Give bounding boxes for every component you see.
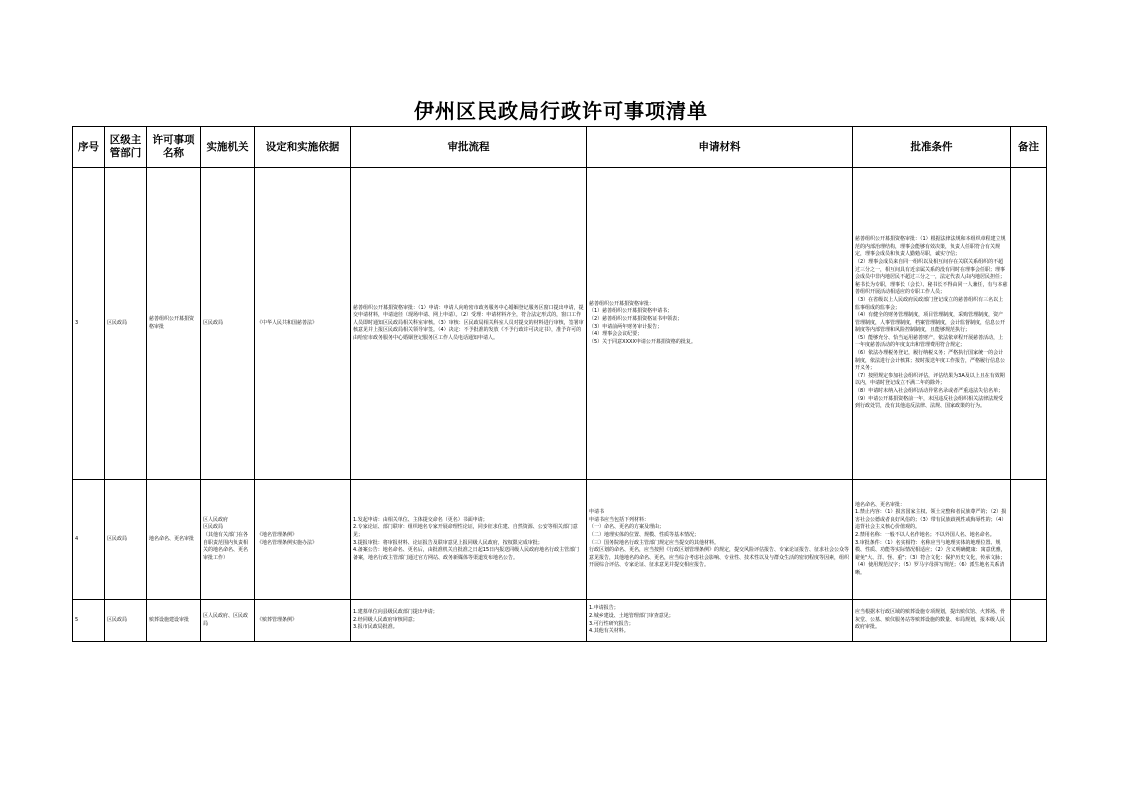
header-row (73, 127, 1047, 168)
materials-text: 1.申请报告； 2.城乡建设、土地管理部门审查意见； 3.可行性研究报告； 4.其他有关材料。 (589, 605, 674, 635)
header-agency: 实施机关 (201, 127, 255, 168)
cell-agency (201, 600, 255, 642)
cell-conditions (853, 600, 1011, 642)
cell-seq: 5 (73, 600, 105, 642)
cell-materials (587, 168, 853, 480)
cell-item: 慈善组织公开募捐资格审批 (147, 168, 201, 480)
cell-agency (201, 168, 255, 480)
basis-text: 《地名管理条例》 《地名管理条例实施办法》 (257, 531, 318, 546)
cell-seq: 4 (73, 480, 105, 600)
conditions-text: 地名命名、更名审批： 1.禁止内容：（1）损害国家主权、领土完整和者民族尊严的；（2）损害社会公德或者良好风俗的；（3）带有民族歧视性或侮辱性的；（4）违背社会主义核心价值观的。 2.禁用名称：一般不以人名作地名；不以外国人名、地名命名。 3.审批条件：（1）名实相符：名称应当与地理实体的地理位置、规模、性质、功能等实际情况相适应；（2）含义明确健康：寓意优雅，避免"大、洋、怪、重"；（3）符合文化：保护历史文化，传承文脉；（4）使用规范汉字；（5）罗马字母拼写规范；（6）派生地名关系清晰。 (855, 501, 1007, 576)
conditions-text: 应当根据本行政区域的殡葬设施专项规划，提出殡仪馆、火葬场、骨灰堂、公墓、殡仪服务站等殡葬设施的数量、布局规划，报本级人民政府审批。 (855, 609, 1006, 631)
table-row (73, 600, 1047, 642)
agency-text: 区人民政府、区民政局 (203, 612, 249, 627)
materials-text: 慈善组织公开募捐资格审批： （1）慈善组织公开募捐资格申请书； （2）慈善组织公开募捐资格证书申领表； （3）申请前两年财务审计报告； （4）理事会会议纪要； （5）关于同意XXXX申请公开募捐资格的批复。 (589, 300, 696, 345)
basis-text: 《殡葬管理条例》 (257, 616, 298, 623)
cell-dept: 区民政局 (105, 480, 147, 600)
header-remark: 备注 (1011, 127, 1047, 168)
table-row (73, 480, 1047, 600)
process-text: 1.建墓单位向县级民政部门提出申请； 2.经同级人民政府审核同意； 3.报市民政局批准。 (353, 609, 438, 631)
cell-basis (255, 600, 351, 642)
header-conditions: 批准条件 (853, 127, 1011, 168)
cell-item: 地名命名、更名审批 (147, 480, 201, 600)
cell-remark (1011, 480, 1047, 600)
cell-conditions (853, 168, 1011, 480)
process-text: 1.发起申请：由相关单位、主体提交命名（更名）书面申请； 2.专家论证、部门联审：组织地名专家开展命理性论证，同步征求住建、自然资源、公安等相关部门意见； 3.提报审批：将审报材料、论证报告及联审意见上报同级人民政府，按权限完成审批； 4.备案公告：地名命名、更名后，由批准机关自批准之日起15日内报送同级人民政府地名行政主管部门备案，地名行政主管部门通过官方网站、政务新媒体等渠道发布地名公告。 (353, 516, 580, 561)
cell-seq: 3 (73, 168, 105, 480)
cell-materials (587, 480, 853, 600)
cell-dept: 区民政局 (105, 600, 147, 642)
header-process: 审批流程 (351, 127, 587, 168)
basis-text: 《中华人民共和国慈善法》 (257, 319, 318, 326)
cell-basis (255, 480, 351, 600)
cell-process (351, 600, 587, 642)
materials-text: 申请书 申请书应当包括下列材料： （一）命名、更名的方案及理由； （二）地理实体的位置、规模、性质等基本情况； （三）国务院地名行政主管部门规定应当提交的其他材料。 行政区划的命名、更名，应当按照《行政区划管理条例》的规定，提交风险评估报告、专家论证报告、征求社会公众等意见报告，其他地名的命名、更名，应当综合考虑社会影响、专业性、技术性以及与群众生活的密切程度等因素，组织开展综合评估、专家论证、征求意见并提交相应报告。 (589, 509, 850, 569)
table-row (73, 168, 1047, 480)
cell-remark (1011, 168, 1047, 480)
cell-item: 殡葬设施建设审批 (147, 600, 201, 642)
cell-materials (587, 600, 853, 642)
cell-basis (255, 168, 351, 480)
header-item: 许可事项名称 (147, 127, 201, 168)
cell-agency (201, 480, 255, 600)
page-title: 伊州区民政局行政许可事项清单 (414, 99, 708, 123)
cell-process (351, 168, 587, 480)
agency-text: 区民政局 (203, 319, 224, 326)
header-materials: 申请材料 (587, 127, 853, 168)
agency-text: 区人民政府 区民政局 （其他有关部门在各自职责范围内负责相关的地名命名、更名审批工作） (203, 516, 249, 561)
cell-dept: 区民政局 (105, 168, 147, 480)
header-dept: 区级主管部门 (105, 127, 147, 168)
header-seq: 序号 (73, 127, 105, 168)
conditions-text: 慈善组织公开募捐资格审批：（1）根据法律法规和本组织章程建立规范的内部治理结构，理事会能够有效决策，负责人任职符合有关规定，理事会成员和负责人勤勉尽职，诚实守信； （2）理事会成员来自同一组织以及相互间存在关联关系组织的不超过三分之一，相互间具有近亲属关系的没有同时在理事会任职；理事会成员中非内地居民不超过三分之一，法定代表人由内地居民担任；秘书长为专职，理事长（会长）、秘书长不得由同一人兼任，有与本慈善组织开展活动相适应的专职工作人员； （3）在省级以上人民政府民政部门登记成立的慈善组织有三名以上监事组成的监事会； （4）有健全的财务管理制度，项目管理制度，采购管理制度，资产管理制度，人事管理制度，档案管理制度，会计监督制度，信息公开制度等内部管理和风险控制制度，且能够规范执行； （5）能够充分、恰当运用慈善财产，依法依章程开展慈善活动，上一年度慈善活动的年度支出和管理费用符合规定； （6）依法办理税务登记，履行纳税义务；严格执行国家统一的会计制度，依法进行会计核算；按时报送年度工作报告，严格履行信息公开义务； （7）按照规定参加社会组织评估，评估结果为3A及以上且在有效期以内，申请时登记成立不满二年的除外； （8）申请时未纳入社会组织活动异常名录或者严重违法失信名单； （9）申请公开募捐资格前一年，未因违反社会组织相关法律法规受到行政处罚，没有其他违反法律、法规、国家政策的行为。 (855, 236, 1008, 410)
permit-table (72, 126, 1047, 642)
cell-process (351, 480, 587, 600)
cell-conditions (853, 480, 1011, 600)
cell-remark (1011, 600, 1047, 642)
header-basis: 设定和实施依据 (255, 127, 351, 168)
process-text: 慈善组织公开募捐资格审批：（1）申请：申请人向哈密市政务服务中心婚姻登记服务区窗口提出申请，提交申请材料，申请途径（现场申请、网上申请）。（2）受理：申请材料齐全，符合法定形式的，窗口工作人员即时通知区民政局相关科室审核。（3）审核：区民政局相关科室人员对提交的材料进行审核，签署审核意见并上报区民政局相关领导审签。（4）决定：不予批准的发放《不予行政许可决定书》，准予许可的由哈密市政务服务中心婚姻登记服务区工作人员电话通知申请人。 (353, 304, 584, 341)
